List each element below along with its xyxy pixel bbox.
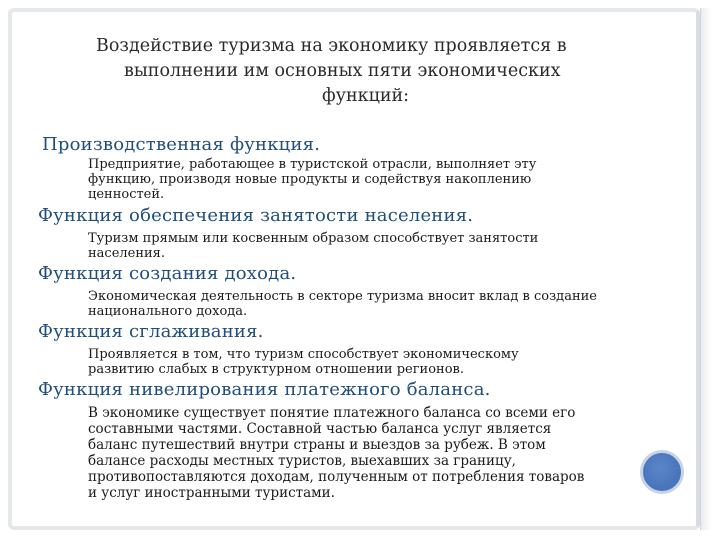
desc-line: противопоставляются доходам, полученным от потребления товаров — [88, 469, 585, 485]
desc-line: функцию, производя новые продукты и содействуя накоплению — [88, 172, 532, 187]
heading-income-function: Функция создания дохода. — [38, 263, 297, 284]
desc-line: баланс путешествий внутри страны и выездов за рубеж. В этом — [88, 437, 546, 453]
desc-line: и услуг иностранными туристами. — [88, 485, 335, 501]
title-line-2: выполнении им основных пяти экономических — [124, 61, 561, 81]
decorative-circle-icon — [640, 450, 684, 494]
slide-right-edge-decoration — [700, 8, 711, 530]
desc-line: населения. — [88, 246, 166, 261]
desc-income-function — [88, 289, 688, 319]
title-line-1: Воздействие туризма на экономику проявляется в — [96, 36, 567, 56]
desc-line: балансе расходы местных туристов, выехавших за границу, — [88, 453, 516, 469]
slide-title — [60, 34, 660, 109]
heading-balance-function: Функция нивелирования платежного баланса. — [38, 379, 491, 400]
heading-employment-function: Функция обеспечения занятости населения. — [38, 205, 474, 226]
title-line-3: функций: — [322, 86, 410, 106]
desc-line: составными частями. Составной частью баланса услуг является — [88, 421, 552, 437]
desc-line: ценностей. — [88, 187, 165, 202]
desc-production-function — [88, 157, 688, 202]
desc-line: В экономике существует понятие платежного баланса со всеми его — [88, 405, 576, 421]
desc-employment-function — [88, 231, 688, 261]
desc-line: Предприятие, работающее в туристской отрасли, выполняет эту — [88, 157, 537, 172]
desc-line: Экономическая деятельность в секторе туризма вносит вклад в создание — [88, 289, 597, 304]
desc-line: Проявляется в том, что туризм способствует экономическому — [88, 347, 519, 362]
desc-balance-function — [88, 405, 688, 501]
desc-smoothing-function — [88, 347, 688, 377]
desc-line: национального дохода. — [88, 304, 248, 319]
heading-production-function: Производственная функция. — [42, 134, 321, 155]
heading-smoothing-function: Функция сглаживания. — [38, 321, 264, 342]
desc-line: Туризм прямым или косвенным образом способствует занятости — [88, 231, 539, 246]
desc-line: развитию слабых в структурном отношении регионов. — [88, 362, 464, 377]
